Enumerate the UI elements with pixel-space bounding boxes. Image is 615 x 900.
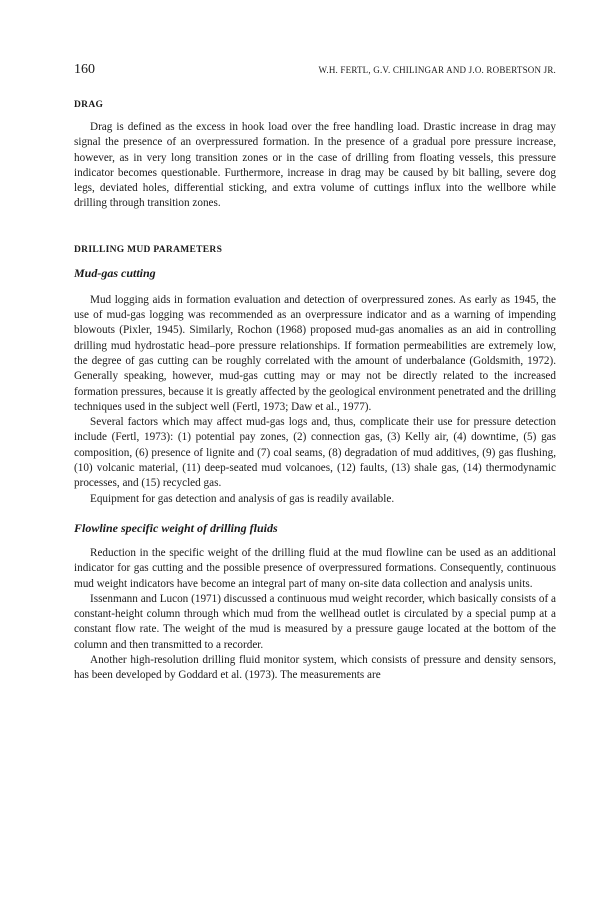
paragraph-drag: Drag is defined as the excess in hook load over the free handling load. Drastic increase in drag may signal the presence of an overpressured formation. In the presence of a gradual pore pressure increase, however, as in very long transition zones or in the case of drilling from floating vessels, this pressure indicator becomes questionable. Furthermore, increase in drag may be caused by bit balling, severe dog legs, deviated holes, differential sticking, and extra volume of cuttings influx into the wellbore while drilling through transition zones. [74, 121, 556, 210]
page-number: 160 [74, 62, 95, 77]
paragraph-mud-gas-1: Mud logging aids in formation evaluation and detection of overpressured zones. As early as 1945, the use of mud-gas logging was recommended as an overpressure indicator and as a warning of impending blowouts (Pixler, 1945). Similarly, Rochon (1968) proposed mud-gas anomalies as an aid in controlling drilling mud hydrostatic head–pore pressure relationships. If formation permeabilities are extremely low, the degree of gas cutting can be roughly correlated with the amount of underbalance (Goldsmith, 1972). Generally speaking, however, mud-gas cutting may or may not be directly related to the increased formation pressures, because it is greatly affected by the geological environment penetrated and the drilling techniques used in the subject well (Fertl, 1973; Daw et al., 1977). [74, 293, 556, 413]
paragraph-mud-gas-3: Equipment for gas detection and analysis of gas is readily available. [90, 492, 395, 505]
subheading-flowline-specific-weight: Flowline specific weight of drilling fluids [74, 520, 278, 535]
subheading-mud-gas-cutting: Mud-gas cutting [74, 265, 156, 280]
paragraph-mud-gas-2: Several factors which may affect mud-gas logs and, thus, complicate their use for pressure detection include (Fertl, 1973): (1) potential pay zones, (2) connection gas, (3) Kelly air, (4) downtime, (5) gas composition, (6) presence of lignite and (7) coal seams, (8) degradation of mud additives, (9) gas flushing, (10) volcanic material, (11) deep-seated mud volcanoes, (12) faults, (13) shale gas, (14) thermodynamic processes, and (15) recycled gas. [74, 416, 556, 490]
paragraph-flowline-2: Issenmann and Lucon (1971) discussed a continuous mud weight recorder, which basically consists of a constant-height column through which mud from the wellhead outlet is circulated by a special pump at a constant flow rate. The weight of the mud is measured by a pressure gauge located at the bottom of the column and then transmitted to a recorder. [74, 592, 556, 651]
section-heading-drilling-mud-parameters: DRILLING MUD PARAMETERS [74, 244, 223, 255]
running-head-authors: W.H. FERTL, G.V. CHILINGAR AND J.O. ROBERTSON JR. [318, 65, 556, 75]
page [74, 62, 556, 684]
paragraph-flowline-1: Reduction in the specific weight of the drilling fluid at the mud flowline can be used as an additional indicator for gas cutting and the possible presence of overpressured formations. Consequently, continuous mud weight indicators have become an integral part of many on-site data collection and analysis units. [74, 546, 556, 590]
section-heading-drag: DRAG [74, 100, 104, 110]
paragraph-flowline-3: Another high-resolution drilling fluid monitor system, which consists of pressure and density sensors, has been developed by Goddard et al. (1973). The measurements are [74, 654, 556, 682]
running-head [74, 62, 556, 80]
